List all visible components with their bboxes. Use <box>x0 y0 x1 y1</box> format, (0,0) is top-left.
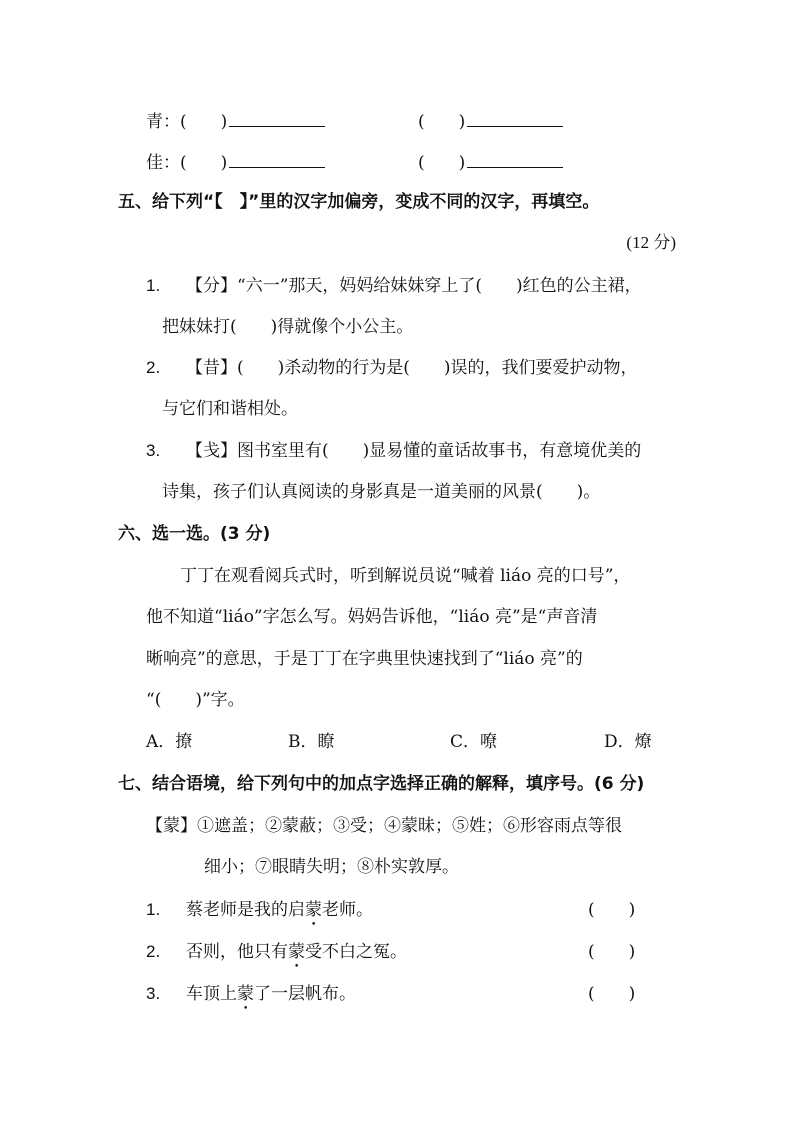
item-text: 【昔】( )杀动物的行为是( )误的，我们要爱护动物， <box>186 358 638 378</box>
passage-line: “( )”字。 <box>146 690 245 710</box>
answer-paren[interactable]: ( ) <box>180 153 228 173</box>
item-number: 2. <box>146 358 161 377</box>
definition-line <box>146 814 622 838</box>
passage-line: 晰响亮”的意思，于是丁丁在字典里快速找到了“liáo 亮”的 <box>146 649 583 669</box>
question-item <box>146 356 638 380</box>
section-five-score: (12 分) <box>626 233 676 252</box>
sentence-after: 老师。 <box>322 900 373 920</box>
item-number: 1. <box>146 276 161 295</box>
option-b[interactable]: B．瞭 <box>288 732 335 752</box>
row-char: 佳： <box>146 153 180 173</box>
passage-line: 他不知道“liáo”字怎么写。妈妈告诉他，“liáo 亮”是“声音清 <box>146 607 598 627</box>
sentence-after: 受不白之冤。 <box>305 942 407 962</box>
sentence-before: 蔡老师是我的启 <box>186 900 305 920</box>
dotted-char: 蒙 <box>288 942 305 962</box>
item-text: 【戋】图书室里有( )显易懂的童话故事书，有意境优美的 <box>186 441 642 461</box>
section-six-heading: 六、选一选。(3 分) <box>118 524 271 544</box>
fill-row-qing-second <box>418 108 563 134</box>
answer-blank[interactable] <box>467 108 563 127</box>
answer-blank[interactable] <box>229 149 325 168</box>
section-seven-heading: 七、结合语境，给下列句中的加点字选择正确的解释，填序号。(6 分) <box>118 774 645 794</box>
passage-line: 丁丁在观看阅兵式时，听到解说员说“喊着 liáo 亮的口号”， <box>180 566 631 586</box>
option-c[interactable]: C．嘹 <box>450 732 498 752</box>
item-number: 3. <box>146 984 161 1003</box>
section-five-heading: 五、给下列“【 】”里的汉字加偏旁，变成不同的汉字，再填空。 <box>118 192 600 212</box>
item-text-continued: 把妹妹打( )得就像个小公主。 <box>162 317 414 337</box>
answer-paren[interactable]: ( ) <box>418 112 466 132</box>
item-text-continued: 与它们和谐相处。 <box>162 399 298 419</box>
answer-paren[interactable]: ( ) <box>418 153 466 173</box>
dotted-char: 蒙 <box>305 900 322 920</box>
item-number: 2. <box>146 942 161 961</box>
row-char: 青： <box>146 112 180 132</box>
item-number: 1. <box>146 900 161 919</box>
sentence-before: 车顶上 <box>186 984 237 1004</box>
answer-paren[interactable]: ( ) <box>588 942 636 962</box>
sentence-item <box>146 940 407 972</box>
question-item <box>146 439 641 463</box>
sentence-item <box>146 982 356 1014</box>
dotted-char: 蒙 <box>237 984 254 1004</box>
sentence-after: 了一层帆布。 <box>254 984 356 1004</box>
sentence-item <box>146 898 373 930</box>
fill-row-jia <box>146 149 325 175</box>
definition-text: 【蒙】①遮盖；②蒙蔽；③受；④蒙昧；⑤姓；⑥形容雨点等很 <box>146 816 622 836</box>
question-item <box>146 274 642 298</box>
sentence-before: 否则，他只有 <box>186 942 288 962</box>
answer-paren[interactable]: ( ) <box>588 900 636 920</box>
answer-paren[interactable]: ( ) <box>588 984 636 1004</box>
answer-blank[interactable] <box>467 149 563 168</box>
definition-line-continued: 细小；⑦眼睛失明；⑧朴实敦厚。 <box>204 857 459 877</box>
fill-row-jia-second <box>418 149 563 175</box>
answer-paren[interactable]: ( ) <box>180 112 228 132</box>
item-text-continued: 诗集，孩子们认真阅读的身影真是一道美丽的风景( )。 <box>162 482 601 502</box>
answer-blank[interactable] <box>229 108 325 127</box>
fill-row-qing <box>146 108 325 134</box>
option-d[interactable]: D．燎 <box>604 732 652 752</box>
item-text: 【分】“六一”那天，妈妈给妹妹穿上了( )红色的公主裙， <box>186 276 642 296</box>
item-number: 3. <box>146 441 161 460</box>
option-a[interactable]: A．撩 <box>146 732 193 752</box>
